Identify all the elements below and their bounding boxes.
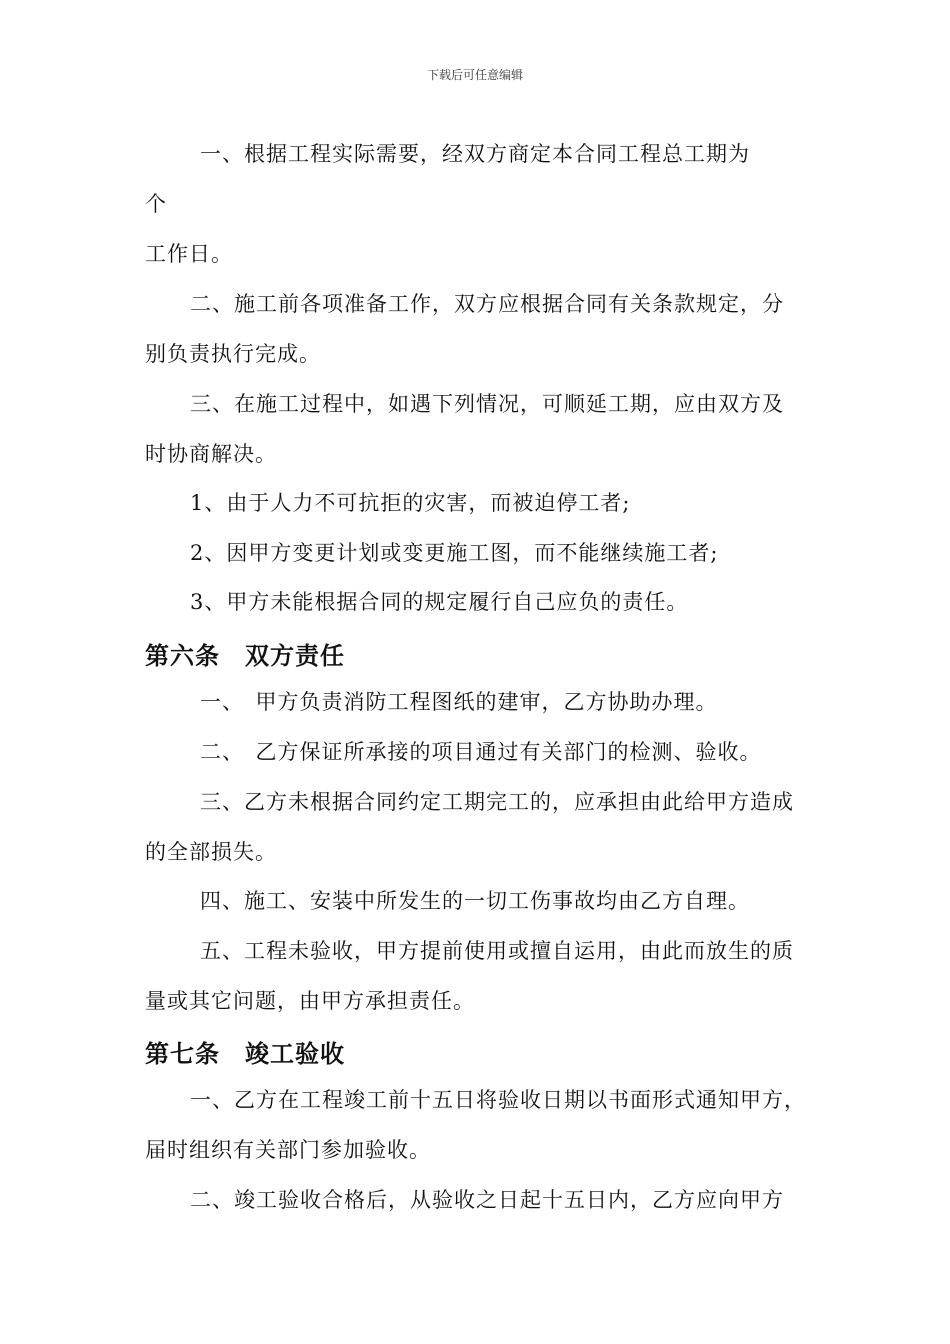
list-item: 2、因甲方变更计划或变更施工图，而不能继续施工者; bbox=[190, 541, 719, 565]
section-heading: 第七条 竣工验收 bbox=[145, 1040, 345, 1068]
paragraph-line: 四、施工、安装中所发生的一切工伤事故均由乙方自理。 bbox=[200, 889, 750, 913]
paragraph-line: 二、施工前各项准备工作，双方应根据合同有关条款规定，分 bbox=[190, 292, 784, 316]
page-header-note: 下载后可任意编辑 bbox=[426, 68, 523, 82]
paragraph-line: 时协商解决。 bbox=[145, 442, 277, 466]
section-heading: 第六条 双方责任 bbox=[145, 642, 345, 670]
paragraph-line: 个 bbox=[145, 192, 167, 216]
paragraph-line: 工作日。 bbox=[145, 242, 233, 266]
paragraph-line: 一、 甲方负责消防工程图纸的建审，乙方协助办理。 bbox=[200, 690, 718, 714]
paragraph-line: 三、在施工过程中，如遇下列情况，可顺延工期，应由双方及 bbox=[190, 392, 784, 416]
paragraph-line: 三、乙方未根据合同约定工期完工的，应承担由此给甲方造成 bbox=[200, 790, 794, 814]
paragraph-line: 一、乙方在工程竣工前十五日将验收日期以书面形式通知甲方， bbox=[190, 1088, 806, 1112]
paragraph-line: 届时组织有关部门参加验收。 bbox=[145, 1138, 431, 1162]
list-item: 1、由于人力不可抗拒的灾害，而被迫停工者; bbox=[190, 491, 631, 515]
paragraph-line: 别负责执行完成。 bbox=[145, 342, 321, 366]
paragraph-line: 二、竣工验收合格后，从验收之日起十五日内，乙方应向甲方 bbox=[190, 1188, 784, 1212]
list-item: 3、甲方未能根据合同的规定履行自己应负的责任。 bbox=[190, 590, 689, 614]
paragraph-line: 二、 乙方保证所承接的项目通过有关部门的检测、验收。 bbox=[200, 740, 762, 764]
paragraph-line: 的全部损失。 bbox=[145, 840, 277, 864]
paragraph-line: 五、工程未验收，甲方提前使用或擅自运用，由此而放生的质 bbox=[200, 939, 794, 963]
paragraph-line: 量或其它问题，由甲方承担责任。 bbox=[145, 989, 475, 1013]
paragraph-line: 一、根据工程实际需要，经双方商定本合同工程总工期为 bbox=[200, 142, 750, 166]
